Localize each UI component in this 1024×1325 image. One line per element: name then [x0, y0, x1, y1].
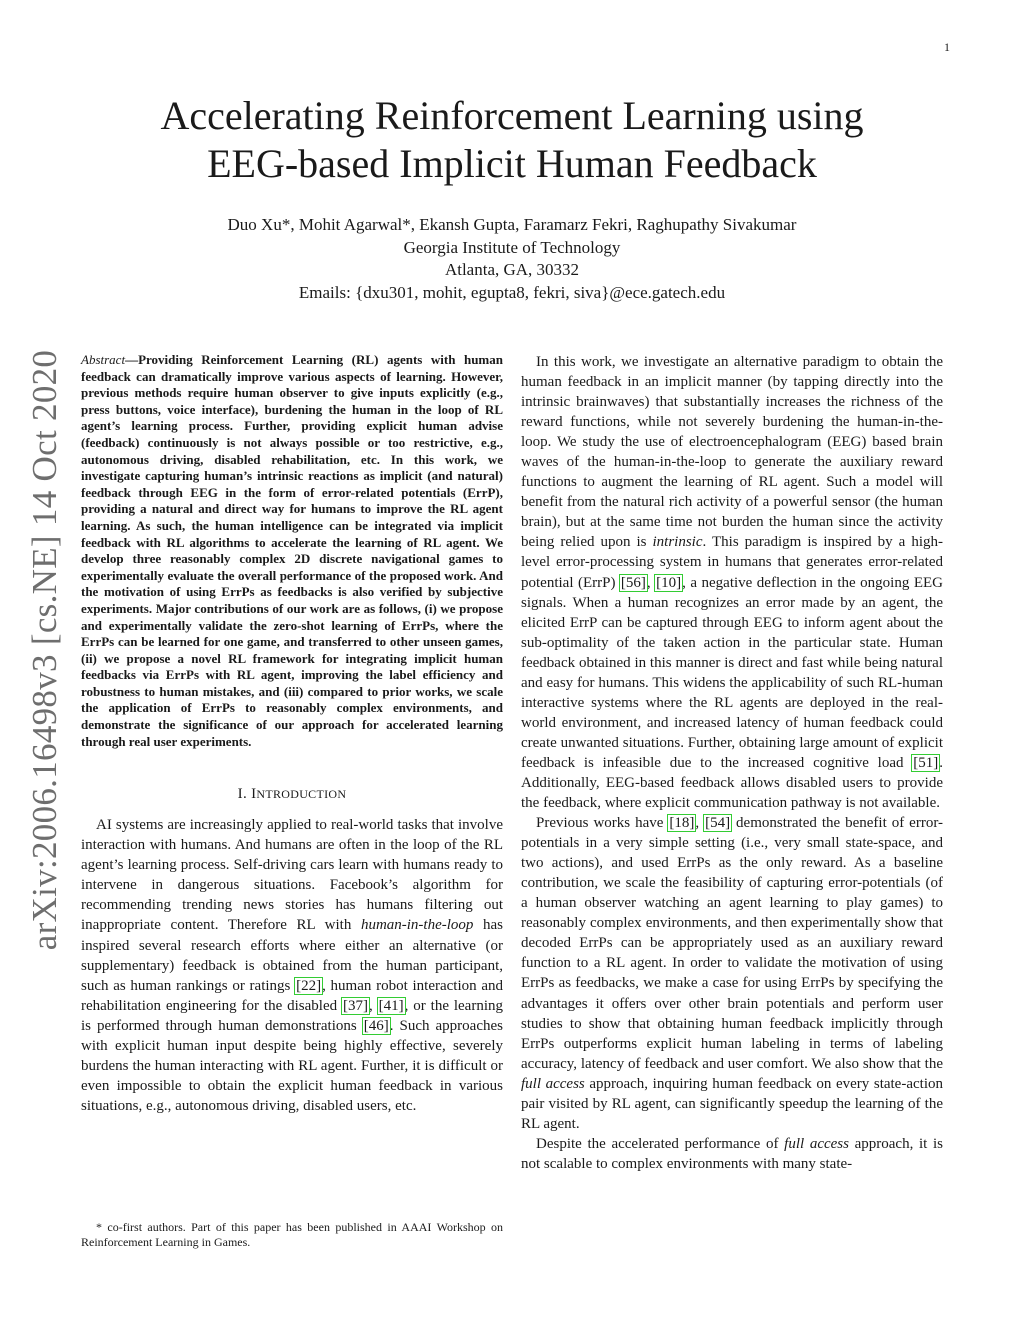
- section-first-letter: I: [251, 786, 257, 803]
- title-line-2: EEG-based Implicit Human Feedback: [207, 141, 817, 186]
- body-paragraph: [521, 1134, 943, 1174]
- text-run: . Such approaches with explicit human input despite being highly effective, severely burdens the human interacting with RL agent. Further, it is difficult or even impossible to obtain the explicit human feedback in various situations, e.g., autonomous driving, disabled users, etc.: [81, 1017, 503, 1114]
- address: Atlanta, GA, 30332: [444, 260, 580, 279]
- section-numeral: I.: [237, 786, 252, 803]
- emphasis: full access: [521, 1075, 585, 1092]
- emphasis: human-in-the-loop: [360, 917, 474, 934]
- citation-link[interactable]: [37]: [343, 997, 368, 1014]
- abstract-dash: —: [125, 352, 139, 367]
- citation-link[interactable]: [22]: [296, 977, 322, 994]
- paper-title: [120, 92, 904, 188]
- right-column: [521, 352, 943, 1174]
- emphasis: intrinsic: [652, 534, 703, 551]
- text-run: AI systems are increasingly applied to real-world tasks that involve interaction with humans. And humans are often in the loop of the RL agent’s learning process. Self-driving cars learn with humans ready to intervene in dangerous situations. Facebook’s algorithm for recommending trending news stories has humans filtering out inappropriate content. Therefore RL with: [81, 817, 503, 934]
- intro-paragraph: [81, 815, 503, 1116]
- text-run: has inspired several research efforts where either an alternative (or supplementary) feedback is obtained from the human participant, such as human rankings or ratings: [81, 917, 504, 994]
- arxiv-stamp: [25, 350, 65, 950]
- text-run: . This paradigm is inspired by a high-level error-processing system in humans that generates error-related potential (ErrP): [521, 534, 943, 591]
- emphasis: full access: [784, 1135, 849, 1152]
- affiliation: Georgia Institute of Technology: [403, 237, 621, 257]
- left-column: [81, 352, 503, 1116]
- text-run: approach, inquiring human feedback on every state-action pair visited by RL agent, can significantly speedup the learning of the RL agent.: [521, 1075, 943, 1132]
- text-run: . Additionally, EEG-based feedback allows disabled users to provide the feedback, where explicit communication pathway is not available.: [521, 754, 943, 812]
- arxiv-stamp-text: arXiv:2006.16498v3 [cs.NE] 14 Oct 2020: [25, 349, 64, 951]
- author-names: Duo Xu*, Mohit Agarwal*, Ekansh Gupta, Faramarz Fekri, Raghupathy Sivakumar: [227, 215, 797, 234]
- citation-link[interactable]: [46]: [363, 1017, 389, 1034]
- text-run: ,: [646, 574, 656, 591]
- footnote: * co-first authors. Part of this paper has been published in AAAI Workshop on Reinforcement Learning in Games.: [81, 1220, 503, 1249]
- text-run: approach, it is not scalable to complex environments with many state-: [521, 1135, 944, 1172]
- section-title-rest: NTRODUCTION: [256, 787, 347, 802]
- body-paragraph: [521, 813, 943, 1134]
- citation-link[interactable]: [18]: [669, 815, 695, 832]
- citation-link[interactable]: [54]: [705, 815, 731, 832]
- text-run: ,: [695, 815, 705, 832]
- text-run: Previous works have: [536, 815, 669, 832]
- page-number: 1: [944, 40, 950, 54]
- body-paragraph: [521, 352, 943, 813]
- author-block: [120, 214, 904, 304]
- title-line-1: Accelerating Reinforcement Learning using: [160, 93, 864, 138]
- abstract-text: Providing Reinforcement Learning (RL) agents with human feedback can dramatically improve various aspects of learning. However, previous methods require human observer to give inputs explicitly (e.g., press buttons, voice interface), burdening the human in the loop of RL agent’s learning process. Further, providing explicit human advise (feedback) continuously is not always possible or too restrictive, e.g., autonomous driving, disabled rehabilitation, etc. In this work, we investigate capturing human’s intrinsic reactions as implicit (and natural) feedback through EEG in the form of error-related potentials (ErrP), providing a natural and direct way for humans to improve the RL agent learning. As such, the human intelligence can be integrated via implicit feedback with RL algorithms to accelerate the learning of RL agent. We develop three reasonably complex 2D discrete navigational games to experimentally evaluate the overall performance of the proposed work. And the motivation of using ErrPs as feedbacks is also verified by subjective experiments. Major contributions of our work are as follows, (i) we propose and experimentally validate the zero-shot learning of ErrPs, where the ErrPs can be learned for one game, and transferred to other unseen games, (ii) we propose a novel RL framework for integrating implicit human feedbacks via ErrPs with RL agent, improving the label efficiency and robustness to human mistakes, and (iii) compared to prior works, we scale the application of ErrPs to reasonably complex environments, and demonstrate the significance of our approach for accelerated learning through real user experiments.: [81, 352, 503, 749]
- text-run: Despite the accelerated performance of: [536, 1135, 785, 1152]
- text-run: , human robot interaction and rehabilitation engineering for the disabled: [81, 977, 503, 1014]
- text-run: , a negative deflection in the ongoing EEG signals. When a human recognizes an error made by an agent, the elicited ErrP can be captured through EEG to inform agent about the sub-optimality of the taken action in the particular state. Human feedback obtained in this manner is direct and fast while being natural and easy for humans. This widens the applicability of such RL-human interactive systems where the RL agents are deployed in the real-world environment, and increased latency of human feedback could create unwanted situations. Further, obtaining large amount of explicit feedback is infeasible due to the increased cognitive load: [521, 574, 943, 771]
- text-run: In this work, we investigate an alternative paradigm to obtain the human feedback in an implicit manner (by tapping directly into the intrinsic brainwaves) that substantially increases the richness of the reward functions, while not severely burdening the human-in-the-loop. We study the use of electroencephalogram (EEG) based brain waves of the human-in-the-loop to generate the auxiliary reward functions to augment the learning of RL agent. Such a model will benefit from the natural rich activity of a powerful sensor (the human brain), but at the same time not burden the human since the activity being relied upon is: [521, 354, 943, 551]
- abstract-label: Abstract: [81, 352, 126, 367]
- abstract: [81, 352, 503, 750]
- emails: Emails: {dxu301, mohit, egupta8, fekri, siva}@ece.gatech.edu: [298, 282, 726, 302]
- citation-link[interactable]: [56]: [620, 574, 646, 591]
- citation-link[interactable]: [51]: [913, 754, 939, 771]
- citation-link[interactable]: [41]: [378, 997, 404, 1014]
- text-run: ,: [369, 997, 378, 1014]
- text-run: demonstrated the benefit of error-potentials in a very simple setting (i.e., very small state-space, and two actions), and used ErrPs as the only reward. As a baseline contribution, we scale the feasibility of capturing error-potentials (of a human observer watching an agent learning to play games) to reasonably complex environments, and then experimentally show that decoded ErrPs can be appropriately used as an auxiliary reward function to a RL agent. In order to validate the motivation of using ErrPs as feedbacks, we make a case for using ErrPs by specifying the advantages it offers over other brain potentials and perform user studies to show that obtaining human feedback implicitly through ErrPs outperforms explicit human labeling in terms of labeling accuracy, latency of feedback and user comfort. We also show that the: [521, 815, 944, 1072]
- section-heading: [81, 786, 503, 803]
- citation-link[interactable]: [10]: [656, 574, 682, 591]
- text-run: , or the learning is performed through human demonstrations: [81, 997, 504, 1034]
